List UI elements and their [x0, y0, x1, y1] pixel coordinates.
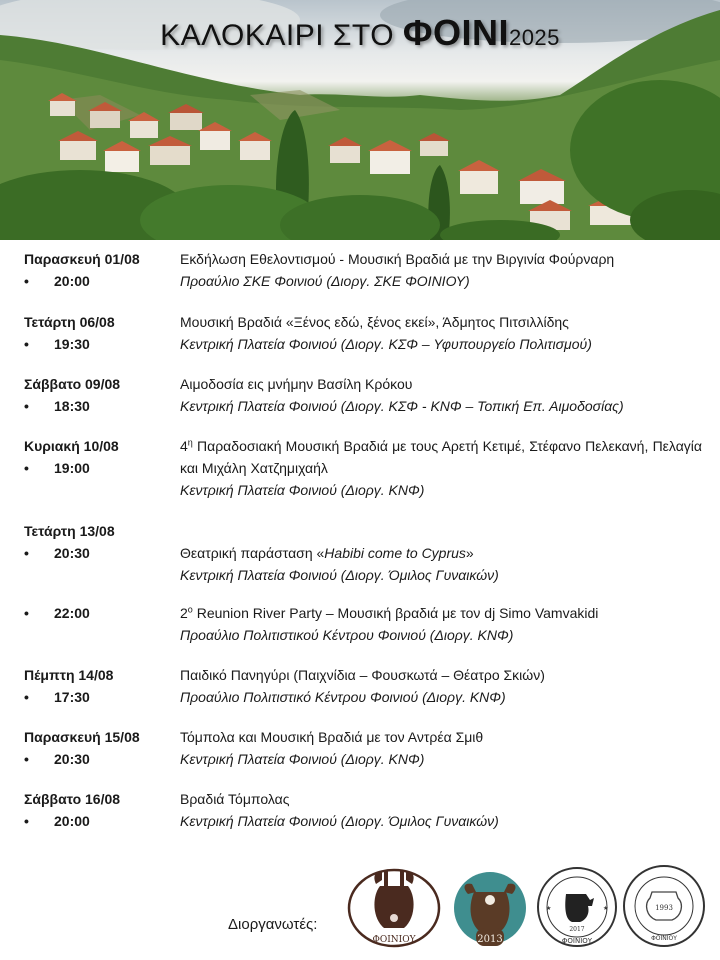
bullet-icon: • [24, 460, 29, 476]
event-venue: Προαύλιο Πολιτιστικό Κέντρου Φοινιού (Διοργ. ΚΝΦ) [180, 689, 506, 705]
event-description [180, 373, 702, 417]
event-title [180, 602, 702, 624]
event-date: Σάββατο 09/08 [24, 376, 121, 392]
event-title [180, 542, 702, 564]
ordinal-number: 4 [180, 438, 188, 454]
title-village-name: ΦΟΙΝΙ [402, 12, 509, 53]
event-date: Τετάρτη 13/08 [24, 523, 115, 539]
event-date: Παρασκευή 01/08 [24, 251, 140, 267]
event-time [24, 602, 90, 624]
logo-text: ΦΟΙΝΙΟΥ [561, 937, 593, 945]
event-time-value: 19:30 [54, 336, 90, 352]
svg-text:★: ★ [603, 906, 609, 912]
ordinal-suffix: ο [187, 604, 193, 615]
event-title-text: Reunion River Party – Μουσική βραδιά με τον dj Simo Vamvakidi [192, 605, 599, 621]
event-time-value: 20:30 [54, 545, 90, 561]
community-awareness-logo [622, 864, 706, 948]
community-council-logo [346, 862, 442, 952]
event-title-text: Παραδοσιακή Μουσική Βραδιά με τους Αρετή Κετιμέ, Στέφανο Πελεκανή, Πελαγία και Μιχάλη Χατζημιχαήλ [180, 438, 702, 476]
event-venue: Κεντρική Πλατεία Φοινιού (Διοργ. Όμιλος Γυναικών) [180, 567, 499, 583]
event-time-value: 19:00 [54, 460, 90, 476]
event-time-value: 20:00 [54, 273, 90, 289]
event-time-value: 18:30 [54, 398, 90, 414]
event-description [180, 664, 702, 708]
title-text: ΚΑΛΟΚΑΙΡΙ ΣΤΟ [160, 19, 403, 52]
event-title: Βραδιά Τόμπολας [180, 791, 290, 807]
logo-text: ΦΟΙΝΙΟΥ [651, 935, 677, 942]
event-title: Εκδήλωση Εθελοντισμού - Μουσική Βραδιά με την Βιργινία Φούρναρη [180, 251, 615, 267]
womens-group-logo [536, 866, 618, 948]
event-venue: Κεντρική Πλατεία Φοινιού (Διοργ. ΚΣΦ – Υφυπουργείο Πολιτισμού) [180, 336, 592, 352]
event-description [180, 311, 702, 355]
bullet-icon: • [24, 751, 29, 767]
event-time-value: 22:00 [54, 605, 90, 621]
bullet-icon: • [24, 813, 29, 829]
event-time [24, 542, 90, 564]
bullet-icon: • [24, 545, 29, 561]
event-venue: Κεντρική Πλατεία Φοινιού (Διοργ. ΚΝΦ) [180, 751, 425, 767]
event-title: Αιμοδοσία εις μνήμην Βασίλη Κρόκου [180, 376, 413, 392]
event-time [24, 748, 90, 770]
event-time [24, 395, 90, 417]
hero-banner [0, 0, 720, 240]
event-title-italic: Habibi come to Cyprus [324, 545, 466, 561]
event-time-value: 20:00 [54, 813, 90, 829]
event-venue: Κεντρική Πλατεία Φοινιού (Διοργ. ΚΣΦ - ΚΝΦ – Τοπική Επ. Αιμοδοσίας) [180, 398, 624, 414]
bullet-icon: • [24, 273, 29, 289]
event-date: Κυριακή 10/08 [24, 438, 119, 454]
logo-year: 2017 [569, 926, 585, 933]
event-venue: Κεντρική Πλατεία Φοινιού (Διοργ. Όμιλος Γυναικών) [180, 813, 499, 829]
event-title-text: Θεατρική παράσταση « [180, 545, 325, 561]
event-venue: Κεντρική Πλατεία Φοινιού (Διοργ. ΚΝΦ) [180, 482, 425, 498]
logo-year: 1993 [655, 904, 673, 912]
event-description [180, 542, 702, 586]
organizers-label: Διοργανωτές: [228, 916, 318, 933]
event-date: Τετάρτη 06/08 [24, 314, 115, 330]
event-title: Παιδικό Πανηγύρι (Παιχνίδια – Φουσκωτά – Θέατρο Σκιών) [180, 667, 545, 683]
event-date: Σάββατο 16/08 [24, 791, 121, 807]
event-date: Παρασκευή 15/08 [24, 729, 140, 745]
logo-text: ΦΟΙΝΙΟΥ [372, 935, 416, 945]
ordinal-suffix: η [187, 437, 193, 448]
youth-center-logo [446, 862, 534, 952]
event-description [180, 602, 702, 646]
event-time [24, 270, 90, 292]
event-title: Τόμπολα και Μουσική Βραδιά με τον Αντρέα Σμιθ [180, 729, 484, 745]
svg-text:★: ★ [546, 906, 552, 912]
event-title: Μουσική Βραδιά «Ξένος εδώ, ξένος εκεί», Άδμητος Πιτσιλλίδης [180, 314, 569, 330]
event-description [180, 726, 702, 770]
ordinal-number: 2 [180, 605, 188, 621]
event-time-value: 17:30 [54, 689, 90, 705]
event-time [24, 810, 90, 832]
event-time [24, 686, 90, 708]
event-description [180, 435, 702, 501]
title-year: 2025 [508, 25, 560, 50]
event-description [180, 248, 702, 292]
event-time [24, 333, 90, 355]
event-description [180, 788, 702, 832]
event-venue: Προαύλιο Πολιτιστικού Κέντρου Φοινιού (Διοργ. ΚΝΦ) [180, 627, 514, 643]
bullet-icon: • [24, 336, 29, 352]
event-title [180, 435, 702, 479]
bullet-icon: • [24, 605, 29, 621]
event-time [24, 457, 90, 479]
page-title [0, 12, 720, 54]
event-date: Πέμπτη 14/08 [24, 667, 114, 683]
bullet-icon: • [24, 689, 29, 705]
bullet-icon: • [24, 398, 29, 414]
event-title-end: » [465, 545, 474, 561]
event-time-value: 20:30 [54, 751, 90, 767]
event-venue: Προαύλιο ΣΚΕ Φοινιού (Διοργ. ΣΚΕ ΦΟΙΝΙΟΥ) [180, 273, 470, 289]
logo-year: 2013 [477, 934, 503, 945]
